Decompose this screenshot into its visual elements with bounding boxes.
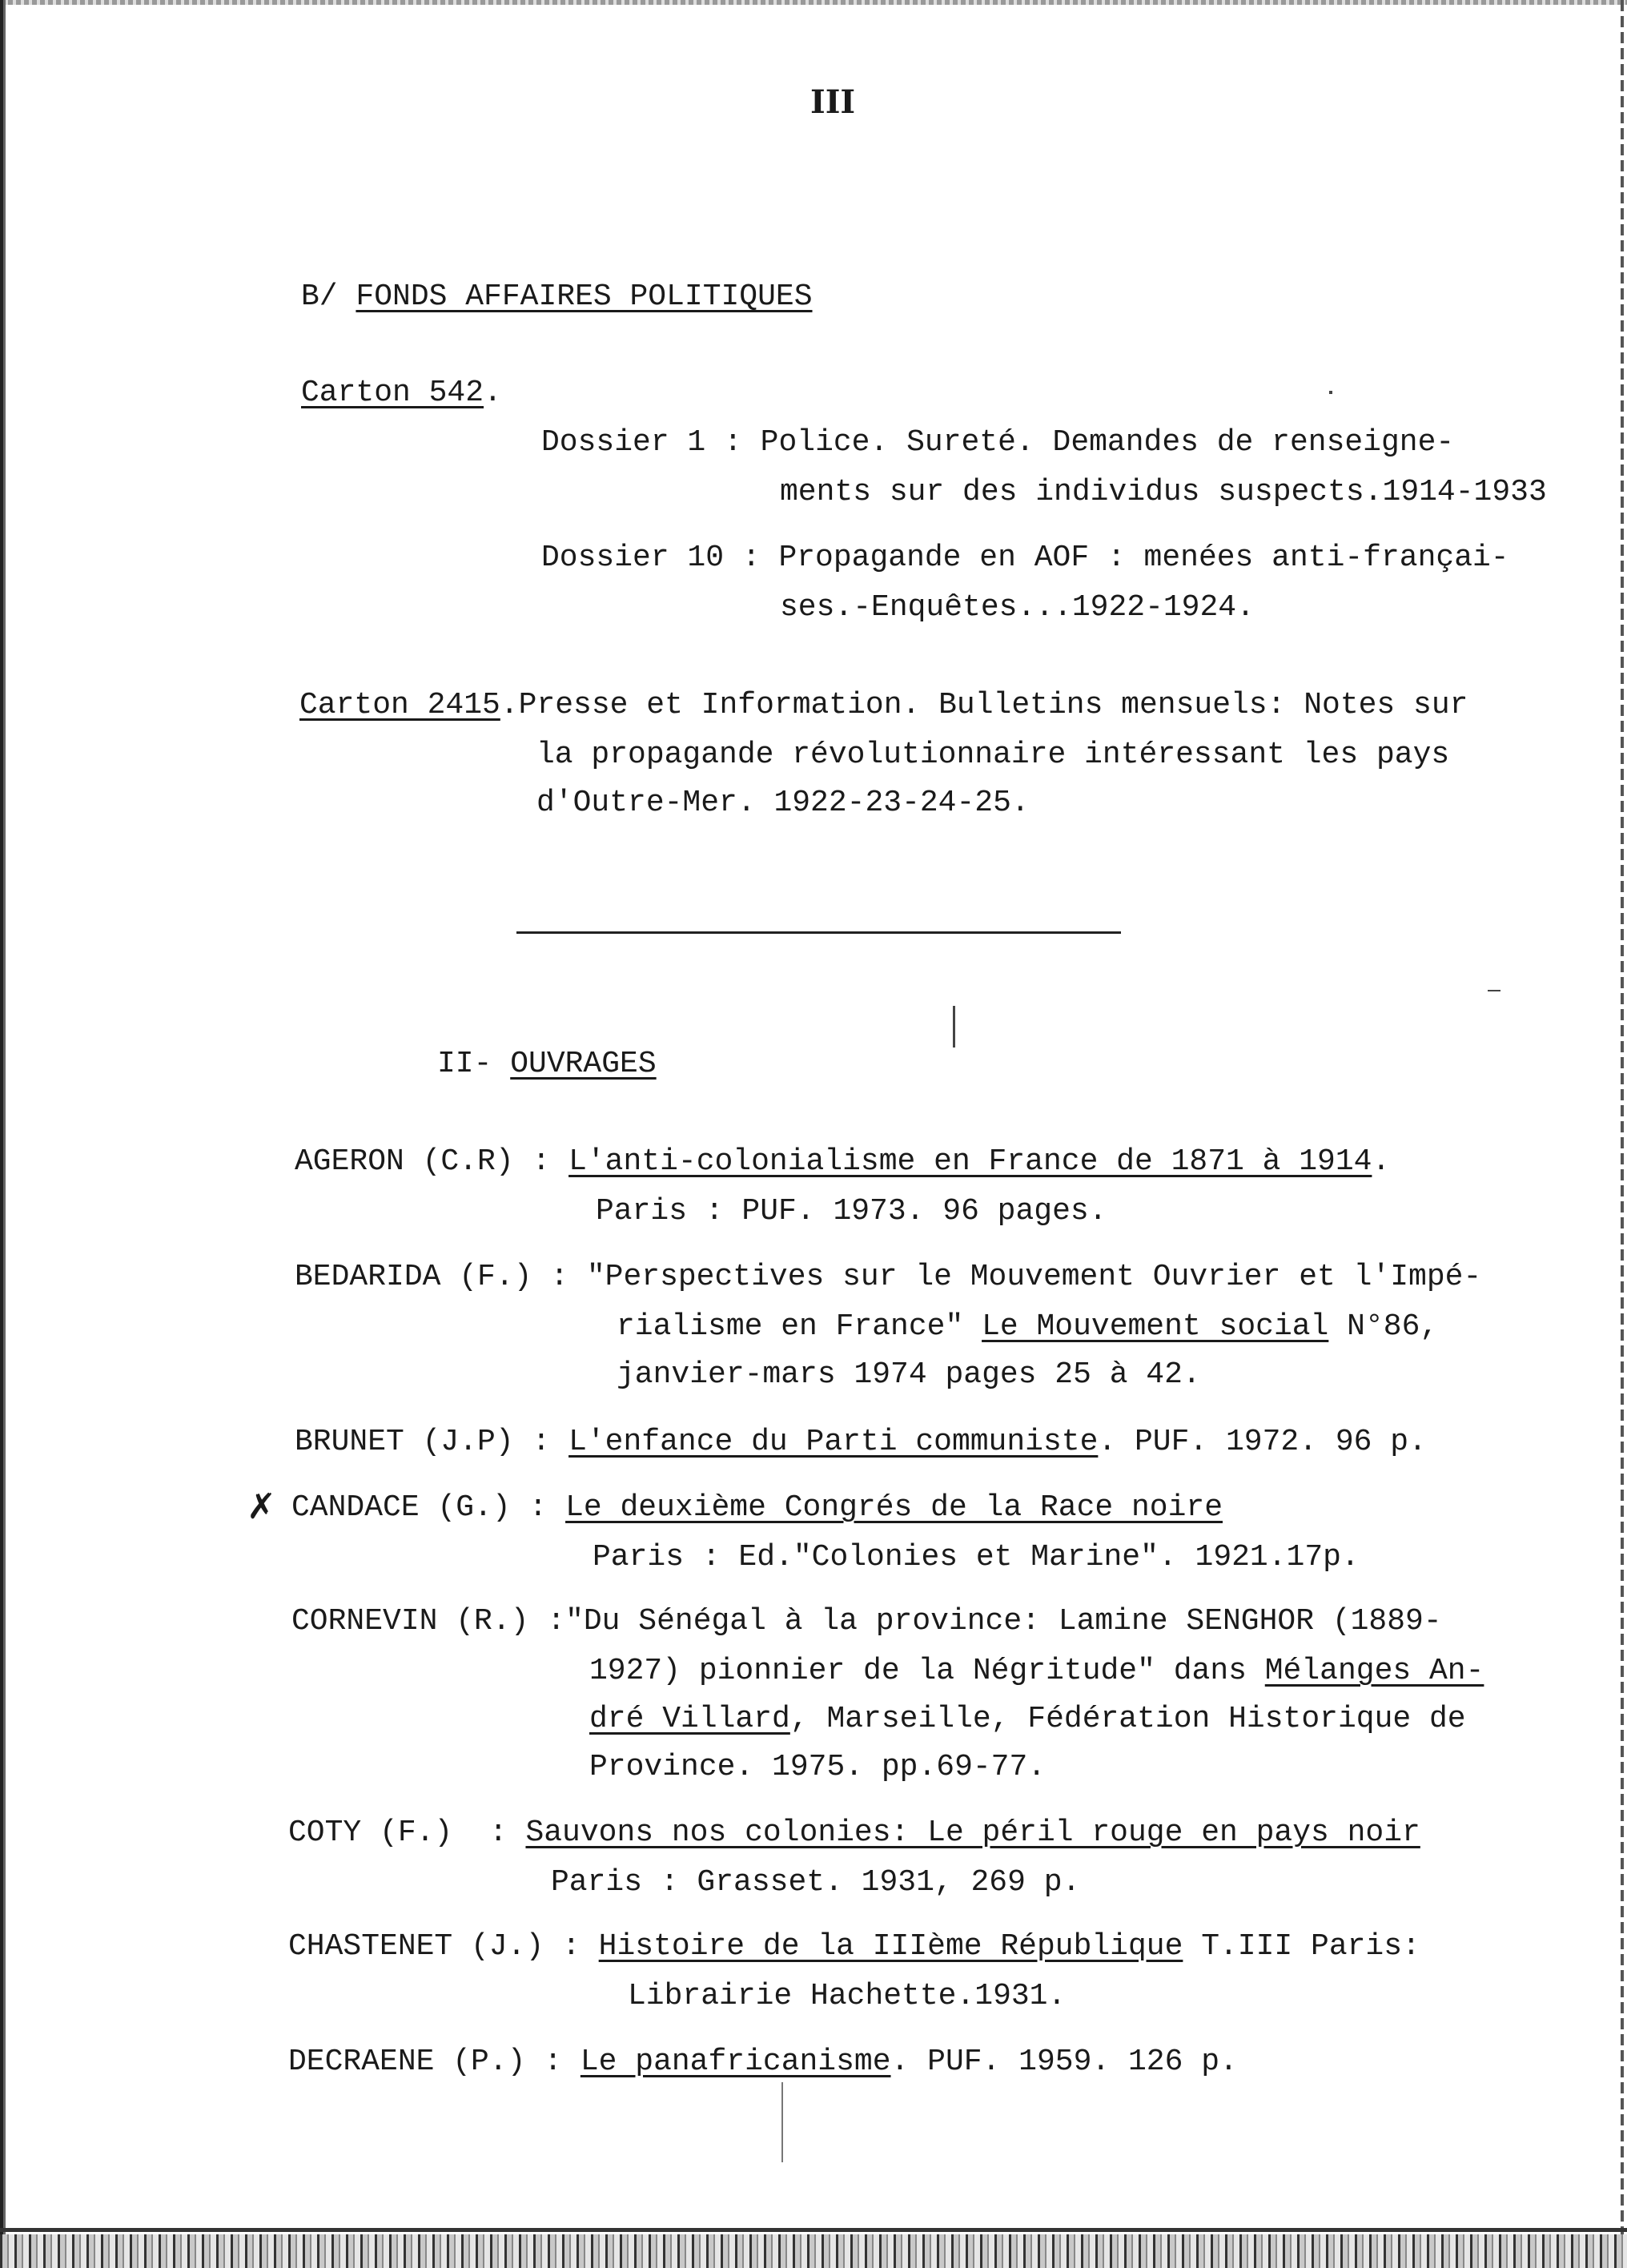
entry-decraene-line1 — [288, 2044, 1238, 2081]
entry-bedarida-line3: janvier-mars 1974 pages 25 à 42. — [617, 1357, 1201, 1392]
entry-cornevin-line3 — [589, 1701, 1466, 1738]
handwritten-x-mark: ✗ — [247, 1486, 276, 1527]
scan-mark — [953, 1006, 955, 1048]
carton-2415-text: .Presse et Information. Bulletins mensuels: Notes sur — [500, 688, 1468, 722]
entry-text: rialisme en France" — [617, 1309, 982, 1344]
entry-title: Le Mouvement social — [982, 1309, 1329, 1344]
section-ii-title: OUVRAGES — [510, 1047, 657, 1081]
entry-author: CANDACE (G.) : — [291, 1490, 566, 1525]
entry-author: BRUNET (J.P) : — [295, 1425, 569, 1459]
scan-mark — [781, 2082, 783, 2162]
entry-coty-line1 — [288, 1815, 1420, 1852]
section-divider — [516, 931, 1121, 934]
entry-title: Sauvons nos colonies: Le péril rouge en pays noir — [525, 1816, 1420, 1850]
entry-title: L'anti-colonialisme en France de 1871 à 1914 — [568, 1144, 1372, 1179]
entry-title: Mélanges An- — [1264, 1654, 1484, 1688]
dossier-10-label: Dossier 10 : — [541, 541, 779, 575]
scan-mark — [1488, 990, 1500, 991]
carton-542-suffix: . — [484, 376, 502, 410]
section-b-heading — [301, 279, 813, 316]
entry-title: Le panafricanisme — [580, 2045, 891, 2079]
entry-ageron-line1 — [295, 1144, 1390, 1180]
page-number: III — [810, 83, 856, 121]
scan-top-edge — [0, 0, 1627, 5]
dossier-1-label: Dossier 1 : — [541, 425, 761, 460]
section-b-prefix: B/ — [301, 279, 356, 314]
entry-author: CORNEVIN (R.) : — [291, 1604, 566, 1639]
scan-left-edge — [0, 0, 10, 2268]
scan-bottom-strip — [0, 2234, 1627, 2268]
carton-2415-line1 — [299, 687, 1468, 724]
dossier-10-text: Propagande en AOF : menées anti-françai- — [778, 541, 1509, 575]
entry-author: DECRAENE (P.) : — [288, 2045, 580, 2079]
entry-text: "Du Sénégal à la province: Lamine SENGHOR (1889- — [565, 1604, 1442, 1639]
entry-candace-line1 — [291, 1490, 1223, 1526]
entry-cornevin-line4: Province. 1975. pp.69-77. — [589, 1750, 1047, 1784]
entry-rest: T.III Paris: — [1183, 1929, 1420, 1964]
entry-cornevin-line1 — [291, 1603, 1442, 1640]
entry-rest: . PUF. 1959. 126 p. — [890, 2045, 1238, 2079]
section-ii-heading — [437, 1046, 657, 1083]
scan-right-edge — [1621, 0, 1624, 2268]
entry-brunet-line1 — [295, 1424, 1427, 1461]
scan-mark — [1329, 391, 1332, 394]
dossier-1-line1 — [541, 424, 1454, 461]
entry-candace-line2: Paris : Ed."Colonies et Marine". 1921.17p. — [593, 1540, 1360, 1574]
entry-author: COTY (F.) : — [288, 1816, 526, 1850]
entry-title: Histoire de la IIIème République — [598, 1929, 1183, 1964]
entry-author: CHASTENET (J.) : — [288, 1929, 599, 1964]
section-ii-prefix: II- — [437, 1047, 511, 1081]
carton-542-heading — [301, 375, 502, 412]
entry-ageron-line2: Paris : PUF. 1973. 96 pages. — [596, 1194, 1107, 1228]
entry-author: AGERON (C.R) : — [295, 1144, 569, 1179]
entry-rest: . PUF. 1972. 96 p. — [1098, 1425, 1427, 1459]
entry-text: 1927) pionnier de la Négritude" dans — [589, 1654, 1265, 1688]
carton-542-label: Carton 542 — [301, 376, 484, 410]
bottom-border-line — [0, 2228, 1627, 2232]
section-b-title: FONDS AFFAIRES POLITIQUES — [356, 279, 813, 314]
entry-bedarida-line2 — [617, 1309, 1438, 1345]
entry-title: Le deuxième Congrés de la Race noire — [565, 1490, 1223, 1525]
dossier-10-line2: ses.-Enquêtes...1922-1924. — [780, 590, 1255, 625]
entry-title: dré Villard — [589, 1702, 790, 1736]
carton-2415-label: Carton 2415 — [299, 688, 500, 722]
entry-text: "Perspectives sur le Mouvement Ouvrier et l'Impé- — [586, 1260, 1482, 1294]
entry-text: N°86, — [1328, 1309, 1439, 1344]
entry-coty-line2: Paris : Grasset. 1931, 269 p. — [551, 1865, 1081, 1900]
dossier-1-line2: ments sur des individus suspects.1914-1933 — [780, 475, 1547, 509]
dossier-10-line1 — [541, 540, 1509, 577]
entry-bedarida-line1 — [295, 1259, 1481, 1296]
entry-text: , Marseille, Fédération Historique de — [789, 1702, 1466, 1736]
entry-cornevin-line2 — [589, 1653, 1484, 1690]
dossier-1-text: Police. Sureté. Demandes de renseigne- — [760, 425, 1455, 460]
entry-author: BEDARIDA (F.) : — [295, 1260, 587, 1294]
entry-rest: . — [1372, 1144, 1391, 1179]
entry-chastenet-line2: Librairie Hachette.1931. — [628, 1979, 1067, 2013]
entry-title: L'enfance du Parti communiste — [568, 1425, 1099, 1459]
carton-2415-line3: d'Outre-Mer. 1922-23-24-25. — [536, 786, 1030, 820]
carton-2415-line2: la propagande révolutionnaire intéressant les pays — [536, 738, 1450, 772]
entry-chastenet-line1 — [288, 1928, 1420, 1965]
